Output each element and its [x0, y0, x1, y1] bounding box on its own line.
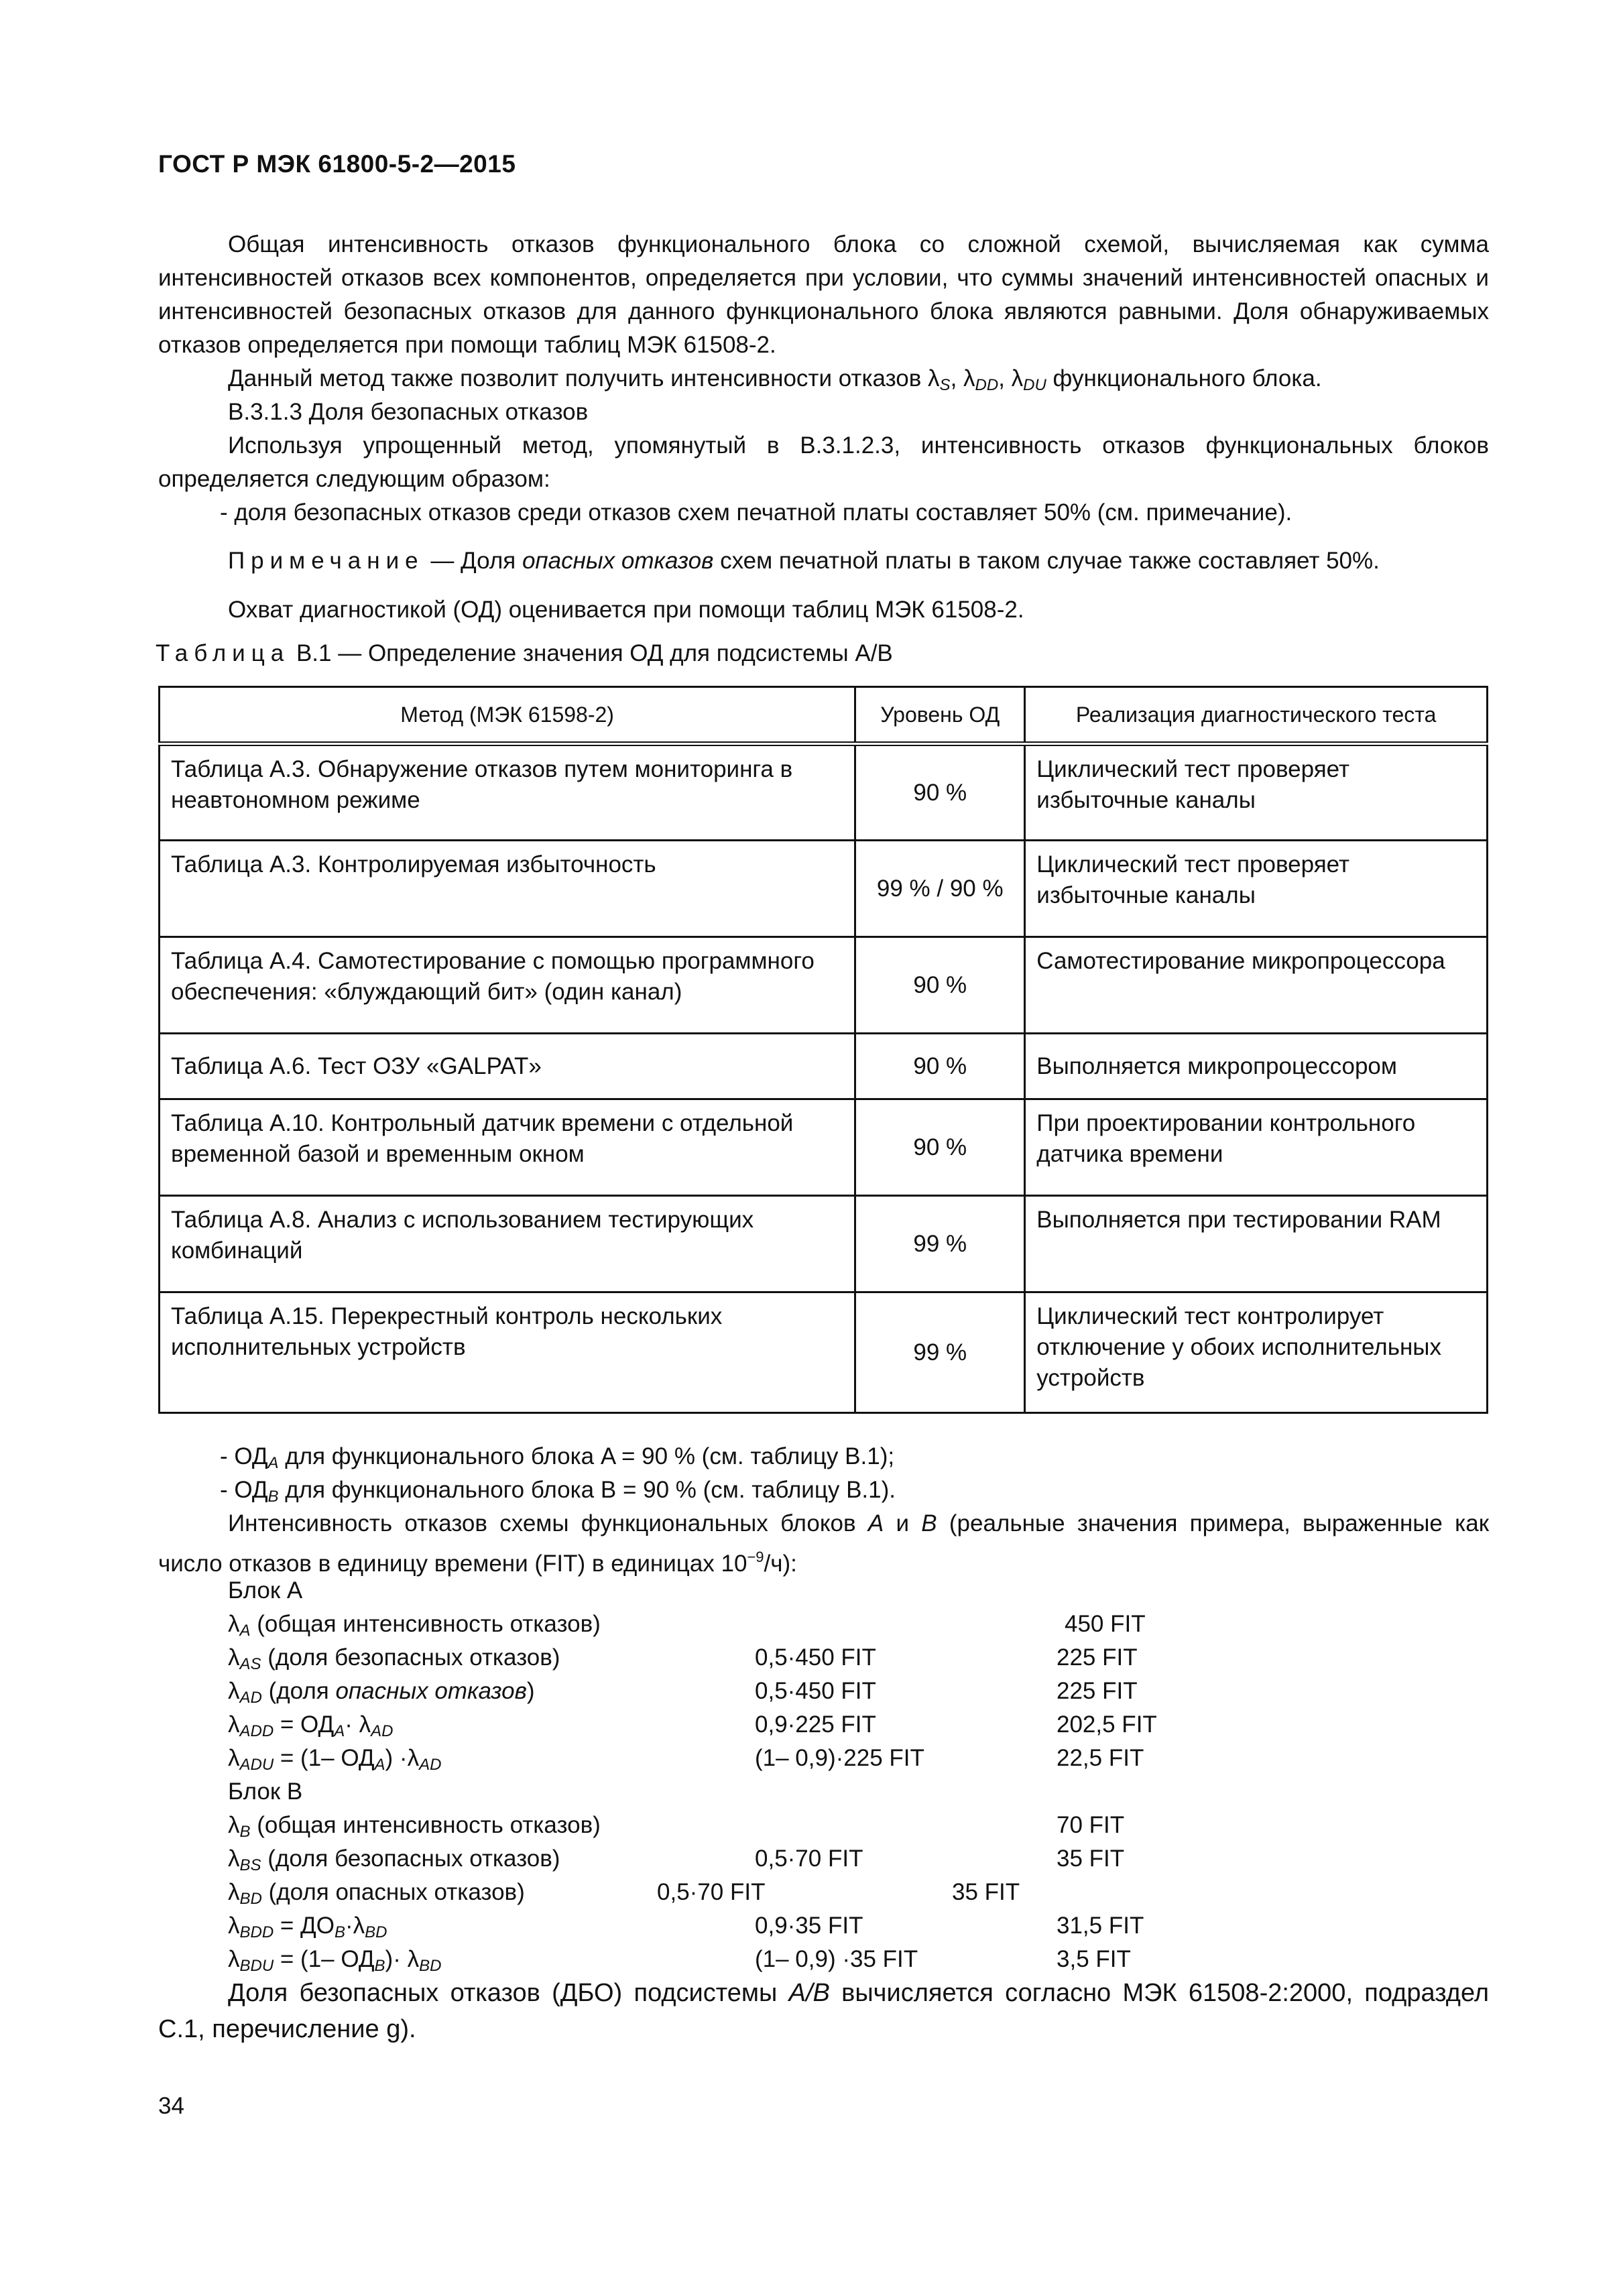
list-item-dc-a: - $ОД_A$ для функционального блока A = 90 % (см. таблицу В.1); — [220, 1443, 895, 1472]
table-row — [160, 1099, 1488, 1196]
block-b-label: Блок В — [228, 1778, 303, 1805]
paragraph-simplified: Используя упрощенный метод, упомянутый в В.3.1.2.3, интенсивность отказов функциональных блоков определяется следующим образом: — [158, 432, 1489, 492]
cell-impl: Циклический тест проверяет избыточные каналы — [1025, 841, 1488, 937]
calc-b-safe-label: $\lambda_{BS}$ (доля безопасных отказов) — [228, 1846, 560, 1874]
column-header-implementation: Реализация диагностического теста — [1025, 687, 1488, 744]
cell-method: Таблица А.10. Контрольный датчик времени с отдельной временной базой и временным окном — [160, 1099, 855, 1196]
calc-b-total-value: 70 FIT — [1057, 1812, 1125, 1838]
table-row — [160, 1196, 1488, 1292]
calc-b-du-value: 3,5 FIT — [1057, 1946, 1131, 1972]
table-row — [160, 841, 1488, 937]
calc-b-safe-formula: 0,5·70 FIT — [755, 1846, 863, 1872]
calc-a-safe-value: 225 FIT — [1057, 1644, 1138, 1671]
column-header-level: Уровень ОД — [855, 687, 1025, 744]
paragraph-dc: Охват диагностикой (ОД) оценивается при помощи таблиц МЭК 61508-2. — [228, 597, 1024, 623]
calc-a-dangerous-formula: 0,5·450 FIT — [755, 1678, 876, 1704]
dc-table — [158, 686, 1488, 1414]
table-header-row — [160, 687, 1488, 744]
cell-method: Таблица А.6. Тест ОЗУ «GALPAT» — [160, 1034, 855, 1099]
cell-method: Таблица А.15. Перекрестный контроль нескольких исполнительных устройств — [160, 1292, 855, 1413]
cell-method: Таблица А.3. Обнаружение отказов путем мониторинга в неавтономном режиме — [160, 744, 855, 841]
block-a-label: Блок А — [228, 1577, 303, 1604]
cell-level: 90 % — [855, 937, 1025, 1034]
calc-a-dd-formula: 0,9·225 FIT — [755, 1711, 876, 1738]
column-header-method: Метод (МЭК 61598-2) — [160, 687, 855, 744]
cell-level: 99 % — [855, 1196, 1025, 1292]
cell-level: 90 % — [855, 744, 1025, 841]
cell-method: Таблица А.4. Самотестирование с помощью программного обеспечения: «блуждающий бит» (один канал) — [160, 937, 855, 1034]
table-row — [160, 1292, 1488, 1413]
cell-level: 99 % — [855, 1292, 1025, 1413]
calc-a-safe-formula: 0,5·450 FIT — [755, 1644, 876, 1671]
calc-a-du-label: $\lambda_{ADU} = (1-$ $ОД_A) \cdot\lambda_{AD}$ — [228, 1745, 442, 1774]
calc-b-total-label: $\lambda_B$ (общая интенсивность отказов) — [228, 1812, 601, 1841]
paragraph-rates-intro: Интенсивность отказов схемы функциональных блоков A и B (реальные значения примера, выраженные как число отказов в единицу времени (FIT) в единицах $10^{-9}/ч$): — [158, 1510, 1490, 1577]
cell-impl: Выполняется при тестировании RAM — [1025, 1196, 1488, 1292]
cell-level: 90 % — [855, 1099, 1025, 1196]
calc-a-safe-label: $\lambda_{AS}$ (доля безопасных отказов) — [228, 1644, 560, 1673]
calc-a-total-value: 450 FIT — [1065, 1611, 1146, 1637]
list-item-safe-share: - доля безопасных отказов среди отказов схем печатной платы составляет 50% (см. примечание). — [220, 499, 1293, 526]
cell-method: Таблица А.3. Контролируемая избыточность — [160, 841, 855, 937]
cell-method: Таблица А.8. Анализ с использованием тестирующих комбинаций — [160, 1196, 855, 1292]
cell-impl: Циклический тест контролирует отключение у обоих исполнительных устройств — [1025, 1292, 1488, 1413]
calc-a-dangerous-label: $\lambda_{AD}$ (доля опасных отказов) — [228, 1678, 535, 1707]
list-item-dc-b: - $ОД_B$ для функционального блока B = 90 % (см. таблицу В.1). — [220, 1477, 896, 1506]
section-heading: B.3.1.3 Доля безопасных отказов — [228, 399, 589, 425]
cell-level: 99 % / 90 % — [855, 841, 1025, 937]
calc-b-safe-value: 35 FIT — [1057, 1846, 1125, 1872]
cell-impl: Циклический тест проверяет избыточные каналы — [1025, 744, 1488, 841]
note: Примечание — Доля опасных отказов схем печатной платы в таком случае также составляет 50%. — [228, 548, 1380, 574]
calc-a-dd-value: 202,5 FIT — [1057, 1711, 1157, 1738]
table-row — [160, 937, 1488, 1034]
calc-a-dd-label: $\lambda_{ADD} = ОД_A\cdot \lambda_{AD}$ — [228, 1711, 394, 1740]
calc-b-dd-value: 31,5 FIT — [1057, 1913, 1144, 1939]
calc-b-dd-label: $\lambda_{BDD} = ДО_B\cdot\lambda_{BD}$ — [228, 1913, 387, 1941]
paragraph-method: Данный метод также позволит получить интенсивности отказов $\lambda_S$, $\lambda_{DD}$, $\lambda_{DU}$ функционального блока. — [228, 365, 1322, 394]
table-caption: Таблица B.1 — Определение значения ОД для подсистемы A/B — [156, 640, 893, 666]
table-row — [160, 744, 1488, 841]
calc-a-du-value: 22,5 FIT — [1057, 1745, 1144, 1771]
document-header: ГОСТ Р МЭК 61800-5-2—2015 — [158, 150, 516, 178]
cell-impl: Самотестирование микропроцессора — [1025, 937, 1488, 1034]
calc-b-dangerous-label: $\lambda_{BD}$ (доля опасных отказов) — [228, 1879, 525, 1908]
calc-a-dangerous-value: 225 FIT — [1057, 1678, 1138, 1704]
cell-impl: При проектировании контрольного датчика времени — [1025, 1099, 1488, 1196]
calc-b-dangerous-formula: 0,5·70 FIT — [657, 1879, 766, 1905]
calc-b-dangerous-value: 35 FIT — [952, 1879, 1020, 1905]
calc-a-du-formula: (1– 0,9)·225 FIT — [755, 1745, 924, 1771]
paragraph-intro: Общая интенсивность отказов функционального блока со сложной схемой, вычисляемая как сумма интенсивностей отказов всех компонентов, определяется при условии, что суммы значений интенсивностей опасных и интенсивностей безопасных отказов для данного функционального блока являются равными. Доля обнаруживаемых отказов определяется при помощи таблиц МЭК 61508-2. — [158, 231, 1489, 358]
cell-impl: Выполняется микропроцессором — [1025, 1034, 1488, 1099]
paragraph-sff: Доля безопасных отказов (ДБО) подсистемы A/B вычисляется согласно МЭК 61508-2:2000, подраздел С.1, перечисление g). — [158, 1979, 1489, 2043]
cell-level: 90 % — [855, 1034, 1025, 1099]
table-row — [160, 1034, 1488, 1099]
page-number: 34 — [158, 2093, 184, 2119]
calc-b-du-formula: (1– 0,9) ·35 FIT — [755, 1946, 918, 1972]
calc-b-du-label: $\lambda_{BDU} = (1-$ $ОД_B)\cdot \lambda_{BD}$ — [228, 1946, 442, 1975]
calc-b-dd-formula: 0,9·35 FIT — [755, 1913, 863, 1939]
calc-a-total-label: $\lambda_A$ (общая интенсивность отказов) — [228, 1611, 601, 1640]
